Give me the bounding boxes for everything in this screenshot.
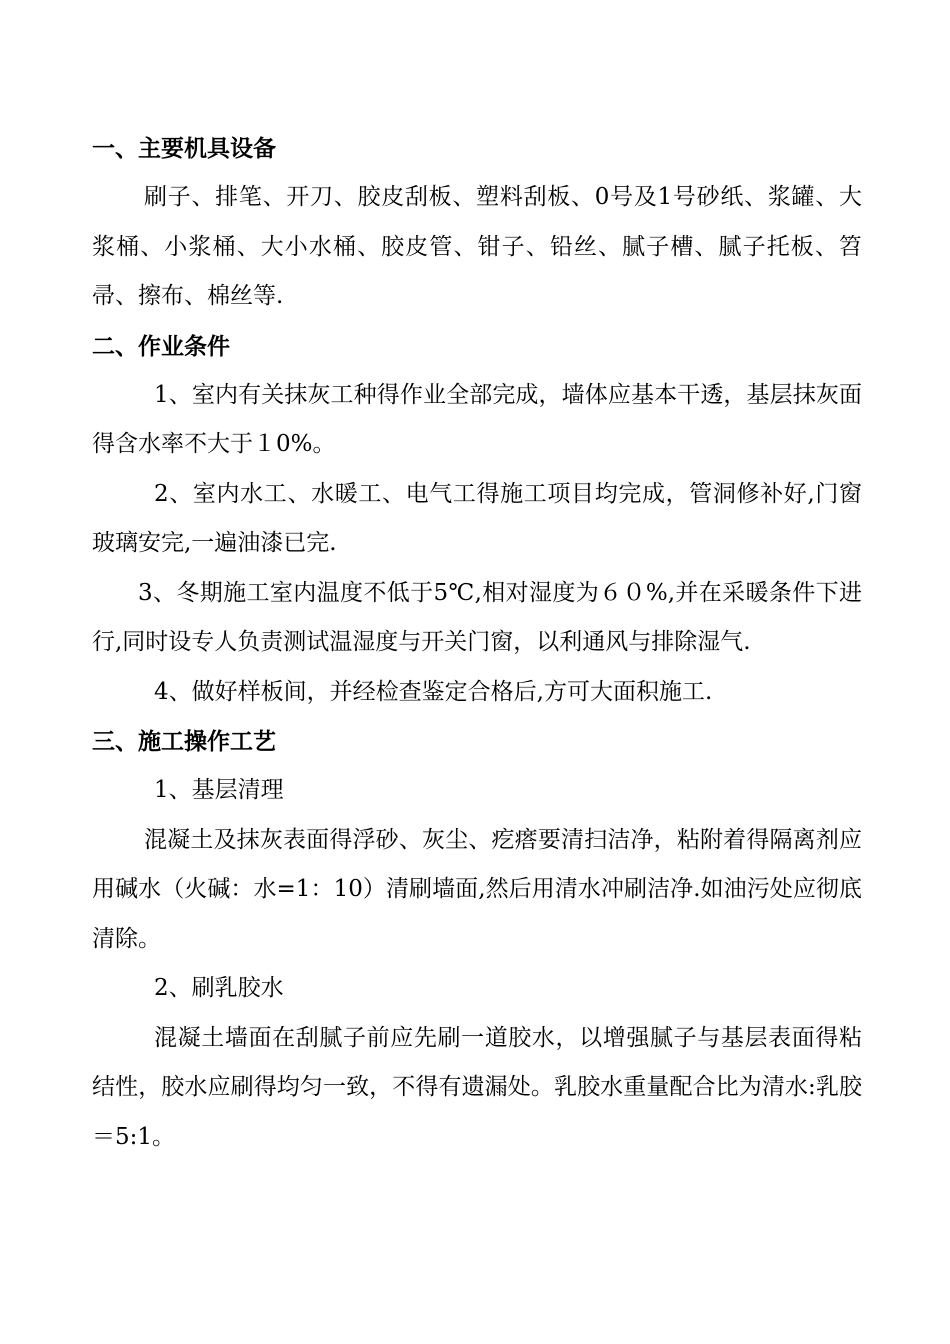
base-cleaning-paragraph: 混凝土及抹灰表面得浮砂、灰尘、疙瘩要清扫洁净，粘附着得隔离剂应用碱水（火碱：水=1：10）清刷墙面,然后用清水冲刷洁净.如油污处应彻底清除。 <box>92 826 862 952</box>
equipment-list-paragraph: 刷子、排笔、开刀、胶皮刮板、塑料刮板、0号及1号砂纸、浆罐、大浆桶、小浆桶、大小水桶、胶皮管、钳子、铅丝、腻子槽、腻子托板、笤帚、擦布、棉丝等. <box>92 184 862 309</box>
subheading-latex-coating: 2、刷乳胶水 <box>154 975 284 1001</box>
condition-paragraph-1: 1、室内有关抹灰工种得作业全部完成，墙体应基本干透，基层抹灰面得含水率不大于１0%。 <box>92 381 862 457</box>
section-heading-conditions: 二、作业条件 <box>92 332 230 360</box>
subheading-base-cleaning: 1、基层清理 <box>154 777 284 803</box>
latex-coating-paragraph: 混凝土墙面在刮腻子前应先刷一道胶水，以增强腻子与基层表面得粘结性，胶水应刷得均匀一致，不得有遗漏处。乳胶水重量配合比为清水:乳胶＝5:1。 <box>92 1024 862 1150</box>
condition-paragraph-2: 2、室内水工、水暖工、电气工得施工项目均完成，管洞修补好,门窗玻璃安完,一遍油漆已完. <box>92 480 862 556</box>
section-heading-process: 三、施工操作工艺 <box>92 728 276 755</box>
condition-paragraph-4: 4、做好样板间，并经检查鉴定合格后,方可大面积施工. <box>154 678 713 705</box>
document-body <box>92 124 862 1162</box>
section-heading-equipment: 一、主要机具设备 <box>92 135 276 162</box>
condition-paragraph-3: 3、冬期施工室内温度不低于5℃,相对湿度为６０%,并在采暖条件下进行,同时设专人负责测试温湿度与开关门窗，以利通风与排除湿气. <box>92 579 862 655</box>
